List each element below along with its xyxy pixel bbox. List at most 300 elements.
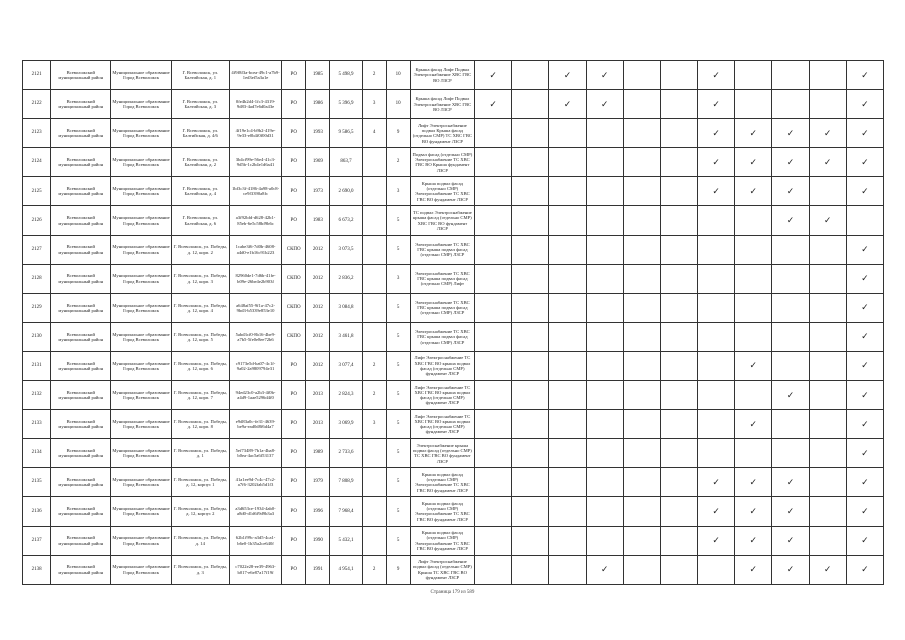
entrances-cell: 9 bbox=[386, 555, 410, 584]
entrances-cell: 5 bbox=[386, 293, 410, 322]
address-cell: Г. Всеволожск, ул. Победы, д. 12, корпус 1 bbox=[171, 468, 229, 497]
district-cell: Всеволожский муниципальный район bbox=[51, 381, 111, 410]
check-mark-icon: ✓ bbox=[846, 555, 883, 584]
empty-mark-cell bbox=[809, 322, 846, 351]
district-cell: Всеволожский муниципальный район bbox=[51, 351, 111, 380]
empty-mark-cell bbox=[735, 264, 772, 293]
area-cell: 2 836,2 bbox=[330, 264, 362, 293]
table-row bbox=[23, 351, 884, 380]
floors-cell bbox=[362, 206, 386, 235]
address-cell: Г. Всеволожск, ул. Балтийская, д. 6 bbox=[171, 206, 229, 235]
empty-mark-cell bbox=[475, 293, 512, 322]
settlement-cell: Муниципальное образование Город Всеволожск bbox=[111, 439, 171, 468]
page-footer: Страница 179 из 589 bbox=[430, 590, 475, 595]
check-mark-icon: ✓ bbox=[846, 293, 883, 322]
check-mark-icon: ✓ bbox=[846, 351, 883, 380]
floors-cell: 2 bbox=[362, 61, 386, 90]
object-code-cell: 62b1f99c-a3d5-4ca1-b6e0-1b35a2ce640f bbox=[229, 526, 281, 555]
table-row bbox=[23, 148, 884, 177]
works-cell: Электроснабжение ТС ХВС ГВС крыша подвал фасад (отдельно СМР) Лифт bbox=[410, 264, 474, 293]
check-mark-icon: ✓ bbox=[698, 497, 735, 526]
empty-mark-cell bbox=[512, 206, 549, 235]
empty-mark-cell bbox=[623, 206, 660, 235]
empty-mark-cell bbox=[586, 177, 623, 206]
empty-mark-cell bbox=[623, 322, 660, 351]
check-mark-icon: ✓ bbox=[735, 497, 772, 526]
address-cell: Г. Всеволожск, ул. Победы, д. 12, корп. 5 bbox=[171, 322, 229, 351]
empty-mark-cell bbox=[586, 351, 623, 380]
check-mark-icon: ✓ bbox=[809, 555, 846, 584]
works-cell: Крыша подвал фасад (отдельно СМР) Электроснабжение ТС ХВС ГВС ВО фундамент ЛЗСР bbox=[410, 497, 474, 526]
register-sheet bbox=[22, 60, 884, 585]
floors-cell bbox=[362, 497, 386, 526]
empty-mark-cell bbox=[660, 90, 697, 119]
empty-mark-cell bbox=[809, 410, 846, 439]
table-row bbox=[23, 497, 884, 526]
district-cell: Всеволожский муниципальный район bbox=[51, 555, 111, 584]
empty-mark-cell bbox=[586, 264, 623, 293]
table-row bbox=[23, 410, 884, 439]
empty-mark-cell bbox=[549, 177, 586, 206]
year-cell: 2012 bbox=[306, 293, 330, 322]
address-cell: Г. Всеволожск, ул. Победы, д. 12, корп. 4 bbox=[171, 293, 229, 322]
check-mark-icon: ✓ bbox=[698, 90, 735, 119]
table-row bbox=[23, 206, 884, 235]
table-row bbox=[23, 235, 884, 264]
check-mark-icon: ✓ bbox=[586, 555, 623, 584]
check-mark-icon: ✓ bbox=[549, 90, 586, 119]
table-row bbox=[23, 293, 884, 322]
settlement-cell: Муниципальное образование Город Всеволожск bbox=[111, 555, 171, 584]
entrances-cell: 2 bbox=[386, 148, 410, 177]
check-mark-icon: ✓ bbox=[846, 381, 883, 410]
empty-mark-cell bbox=[698, 439, 735, 468]
district-cell: Всеволожский муниципальный район bbox=[51, 322, 111, 351]
entrances-cell: 5 bbox=[386, 439, 410, 468]
empty-mark-cell bbox=[698, 555, 735, 584]
year-cell: 1993 bbox=[306, 119, 330, 148]
year-cell: 1990 bbox=[306, 526, 330, 555]
empty-mark-cell bbox=[512, 177, 549, 206]
year-cell: 1986 bbox=[306, 90, 330, 119]
form-cell: РО bbox=[282, 90, 306, 119]
year-cell: 2012 bbox=[306, 235, 330, 264]
area-cell: 3 461,8 bbox=[330, 322, 362, 351]
object-code-cell: 1cabe3f6-7d0b-4608-a4d0-e1b16c91b223 bbox=[229, 235, 281, 264]
floors-cell: 3 bbox=[362, 90, 386, 119]
table-row bbox=[23, 468, 884, 497]
check-mark-icon: ✓ bbox=[698, 526, 735, 555]
entrances-cell: 3 bbox=[386, 264, 410, 293]
floors-cell bbox=[362, 148, 386, 177]
settlement-cell: Муниципальное образование Город Всеволожск bbox=[111, 322, 171, 351]
entrances-cell: 5 bbox=[386, 497, 410, 526]
floors-cell: 2 bbox=[362, 351, 386, 380]
object-code-cell: 1bf3c3f-4186-4a98-a0c8-ce9f3390a8fc bbox=[229, 177, 281, 206]
empty-mark-cell bbox=[586, 439, 623, 468]
empty-mark-cell bbox=[475, 119, 512, 148]
empty-mark-cell bbox=[549, 439, 586, 468]
empty-mark-cell bbox=[549, 293, 586, 322]
address-cell: Г. Всеволожск, ул. Победы, д. 12, корп. 6 bbox=[171, 351, 229, 380]
empty-mark-cell bbox=[512, 526, 549, 555]
entrances-cell: 5 bbox=[386, 381, 410, 410]
check-mark-icon: ✓ bbox=[698, 148, 735, 177]
works-cell: Электроснабжение крыша подвал фасад (отдельно СМР) ТС ХВС ГВС ВО фундамент ЛЗСР bbox=[410, 439, 474, 468]
check-mark-icon: ✓ bbox=[846, 410, 883, 439]
check-mark-icon: ✓ bbox=[735, 555, 772, 584]
entrances-cell: 5 bbox=[386, 410, 410, 439]
empty-mark-cell bbox=[809, 468, 846, 497]
form-cell: РО bbox=[282, 526, 306, 555]
district-cell: Всеволожский муниципальный район bbox=[51, 497, 111, 526]
area-cell: 5 396,9 bbox=[330, 90, 362, 119]
check-mark-icon: ✓ bbox=[735, 119, 772, 148]
empty-mark-cell bbox=[549, 351, 586, 380]
empty-mark-cell bbox=[772, 235, 809, 264]
check-mark-icon: ✓ bbox=[698, 177, 735, 206]
empty-mark-cell bbox=[809, 264, 846, 293]
area-cell: 863,7 bbox=[330, 148, 362, 177]
year-cell: 2012 bbox=[306, 264, 330, 293]
settlement-cell: Муниципальное образование Город Всеволожск bbox=[111, 264, 171, 293]
empty-mark-cell bbox=[512, 410, 549, 439]
settlement-cell: Муниципальное образование Город Всеволожск bbox=[111, 119, 171, 148]
empty-mark-cell bbox=[660, 264, 697, 293]
empty-mark-cell bbox=[698, 410, 735, 439]
check-mark-icon: ✓ bbox=[586, 90, 623, 119]
address-cell: Г. Всеволожск, ул. Балтийская, д. 4/6 bbox=[171, 119, 229, 148]
check-mark-icon: ✓ bbox=[846, 119, 883, 148]
empty-mark-cell bbox=[512, 351, 549, 380]
address-cell: Г. Всеволожск, ул. Балтийская, д. 4 bbox=[171, 177, 229, 206]
empty-mark-cell bbox=[623, 235, 660, 264]
empty-mark-cell bbox=[698, 322, 735, 351]
empty-mark-cell bbox=[512, 148, 549, 177]
empty-mark-cell bbox=[512, 555, 549, 584]
table-row bbox=[23, 439, 884, 468]
check-mark-icon: ✓ bbox=[735, 410, 772, 439]
district-cell: Всеволожский муниципальный район bbox=[51, 177, 111, 206]
empty-mark-cell bbox=[772, 322, 809, 351]
check-mark-icon: ✓ bbox=[846, 177, 883, 206]
empty-mark-cell bbox=[623, 177, 660, 206]
form-cell: РО bbox=[282, 119, 306, 148]
form-cell: СКПО bbox=[282, 264, 306, 293]
empty-mark-cell bbox=[512, 119, 549, 148]
year-cell: 1979 bbox=[306, 468, 330, 497]
empty-mark-cell bbox=[623, 526, 660, 555]
floors-cell bbox=[362, 235, 386, 264]
address-cell: Г. Всеволожск, ул. Победы, д. 14 bbox=[171, 526, 229, 555]
year-cell: 2013 bbox=[306, 381, 330, 410]
object-code-cell: 3b4cf99e-56e4-41c3-9d5b-1c2b4e1d6a41 bbox=[229, 148, 281, 177]
empty-mark-cell bbox=[660, 468, 697, 497]
row-number: 2131 bbox=[23, 351, 51, 380]
empty-mark-cell bbox=[772, 90, 809, 119]
check-mark-icon: ✓ bbox=[735, 351, 772, 380]
area-cell: 3 073,5 bbox=[330, 235, 362, 264]
address-cell: Г. Всеволожск, ул. Балтийская, д. 1 bbox=[171, 61, 229, 90]
district-cell: Всеволожский муниципальный район bbox=[51, 148, 111, 177]
form-cell: РО bbox=[282, 497, 306, 526]
check-mark-icon: ✓ bbox=[772, 206, 809, 235]
empty-mark-cell bbox=[660, 177, 697, 206]
check-mark-icon: ✓ bbox=[846, 468, 883, 497]
empty-mark-cell bbox=[623, 119, 660, 148]
entrances-cell: 5 bbox=[386, 322, 410, 351]
form-cell: РО bbox=[282, 381, 306, 410]
empty-mark-cell bbox=[772, 264, 809, 293]
object-code-cell: 41a1ee9d-7c4c-47c2-a7f6-3202fab5d1f3 bbox=[229, 468, 281, 497]
district-cell: Всеволожский муниципальный район bbox=[51, 439, 111, 468]
works-cell: Лифт Электроснабжение подвал Крыша фасад (отдельно СМР) ТС ХВС ГВС ВО фундамент ЛЗСР bbox=[410, 119, 474, 148]
table-row bbox=[23, 526, 884, 555]
works-cell: Крыша подвал фасад (отдельно СМР) Электроснабжение ТС ХВС ГВС ВО фундамент ЛЗСР bbox=[410, 177, 474, 206]
table-body bbox=[23, 61, 884, 585]
floors-cell bbox=[362, 468, 386, 497]
settlement-cell: Муниципальное образование Город Всеволожск bbox=[111, 177, 171, 206]
area-cell: 5 432,1 bbox=[330, 526, 362, 555]
empty-mark-cell bbox=[549, 235, 586, 264]
works-cell: Электроснабжение ТС ХВС ГВС крыша подвал фасад (отдельно СМР) ЛЗСР bbox=[410, 235, 474, 264]
check-mark-icon: ✓ bbox=[772, 555, 809, 584]
empty-mark-cell bbox=[586, 119, 623, 148]
check-mark-icon: ✓ bbox=[846, 497, 883, 526]
settlement-cell: Муниципальное образование Город Всеволожск bbox=[111, 235, 171, 264]
empty-mark-cell bbox=[549, 497, 586, 526]
works-cell: Электроснабжение ТС ХВС ГВС крыша подвал фасад (отдельно СМР) ЛЗСР bbox=[410, 322, 474, 351]
settlement-cell: Муниципальное образование Город Всеволожск bbox=[111, 293, 171, 322]
empty-mark-cell bbox=[512, 468, 549, 497]
object-code-cell: c9173e5d-ba07-4c1f-9a02-2a9809794e31 bbox=[229, 351, 281, 380]
floors-cell bbox=[362, 264, 386, 293]
empty-mark-cell bbox=[475, 381, 512, 410]
district-cell: Всеволожский муниципальный район bbox=[51, 264, 111, 293]
floors-cell bbox=[362, 293, 386, 322]
row-number: 2137 bbox=[23, 526, 51, 555]
area-cell: 3 077,4 bbox=[330, 351, 362, 380]
check-mark-icon: ✓ bbox=[772, 148, 809, 177]
check-mark-icon: ✓ bbox=[846, 264, 883, 293]
form-cell: СКПО bbox=[282, 322, 306, 351]
empty-mark-cell bbox=[809, 177, 846, 206]
area-cell: 9 586,5 bbox=[330, 119, 362, 148]
district-cell: Всеволожский муниципальный район bbox=[51, 526, 111, 555]
table-row bbox=[23, 381, 884, 410]
check-mark-icon: ✓ bbox=[846, 439, 883, 468]
row-number: 2123 bbox=[23, 119, 51, 148]
check-mark-icon: ✓ bbox=[846, 61, 883, 90]
address-cell: Г. Всеволожск, ул. Победы, д. 12, корп. 2 bbox=[171, 235, 229, 264]
check-mark-icon: ✓ bbox=[698, 468, 735, 497]
empty-mark-cell bbox=[660, 206, 697, 235]
empty-mark-cell bbox=[623, 351, 660, 380]
object-code-cell: 82960de1-7d6b-41fe-b09e-26be4e2b903f bbox=[229, 264, 281, 293]
check-mark-icon: ✓ bbox=[698, 119, 735, 148]
object-code-cell: a3f92bfd-d628-42b1-85eb-6e5c58bf9b6c bbox=[229, 206, 281, 235]
entrances-cell: 5 bbox=[386, 468, 410, 497]
empty-mark-cell bbox=[512, 264, 549, 293]
row-number: 2126 bbox=[23, 206, 51, 235]
year-cell: 1989 bbox=[306, 439, 330, 468]
check-mark-icon: ✓ bbox=[586, 61, 623, 90]
table-row bbox=[23, 119, 884, 148]
object-code-cell: a648af55-9f1a-47c2-9bd3-b5339e853e10 bbox=[229, 293, 281, 322]
table-row bbox=[23, 61, 884, 90]
empty-mark-cell bbox=[660, 235, 697, 264]
works-cell: Лифт Электроснабжение подвал фасад (отдельно СМР) Крыша ТС ХВС ГВС ВО фундамент ЛЗСР bbox=[410, 555, 474, 584]
settlement-cell: Муниципальное образование Город Всеволожск bbox=[111, 90, 171, 119]
district-cell: Всеволожский муниципальный район bbox=[51, 206, 111, 235]
check-mark-icon: ✓ bbox=[475, 61, 512, 90]
entrances-cell: 3 bbox=[386, 177, 410, 206]
empty-mark-cell bbox=[475, 322, 512, 351]
area-cell: 5 498,9 bbox=[330, 61, 362, 90]
empty-mark-cell bbox=[623, 148, 660, 177]
empty-mark-cell bbox=[512, 439, 549, 468]
empty-mark-cell bbox=[809, 293, 846, 322]
row-number: 2128 bbox=[23, 264, 51, 293]
floors-cell bbox=[362, 322, 386, 351]
register-table bbox=[22, 60, 884, 585]
empty-mark-cell bbox=[512, 235, 549, 264]
empty-mark-cell bbox=[475, 235, 512, 264]
empty-mark-cell bbox=[549, 468, 586, 497]
form-cell: РО bbox=[282, 351, 306, 380]
year-cell: 2012 bbox=[306, 322, 330, 351]
empty-mark-cell bbox=[660, 322, 697, 351]
empty-mark-cell bbox=[623, 439, 660, 468]
row-number: 2138 bbox=[23, 555, 51, 584]
empty-mark-cell bbox=[698, 293, 735, 322]
empty-mark-cell bbox=[660, 381, 697, 410]
empty-mark-cell bbox=[735, 293, 772, 322]
empty-mark-cell bbox=[698, 206, 735, 235]
table-row bbox=[23, 90, 884, 119]
address-cell: Г. Всеволожск, ул. Балтийская, д. 3 bbox=[171, 90, 229, 119]
empty-mark-cell bbox=[623, 468, 660, 497]
row-number: 2135 bbox=[23, 468, 51, 497]
empty-mark-cell bbox=[623, 61, 660, 90]
entrances-cell: 5 bbox=[386, 351, 410, 380]
row-number: 2130 bbox=[23, 322, 51, 351]
empty-mark-cell bbox=[586, 381, 623, 410]
empty-mark-cell bbox=[772, 410, 809, 439]
form-cell: СКПО bbox=[282, 235, 306, 264]
object-code-cell: c7022e28-ee39-4963-b017-e6e87a17f19f bbox=[229, 555, 281, 584]
row-number: 2121 bbox=[23, 61, 51, 90]
empty-mark-cell bbox=[475, 439, 512, 468]
empty-mark-cell bbox=[660, 148, 697, 177]
row-number: 2129 bbox=[23, 293, 51, 322]
empty-mark-cell bbox=[549, 410, 586, 439]
area-cell: 3 084,8 bbox=[330, 293, 362, 322]
area-cell: 6 673,2 bbox=[330, 206, 362, 235]
floors-cell: 3 bbox=[362, 410, 386, 439]
empty-mark-cell bbox=[623, 293, 660, 322]
row-number: 2127 bbox=[23, 235, 51, 264]
empty-mark-cell bbox=[809, 351, 846, 380]
empty-mark-cell bbox=[735, 381, 772, 410]
check-mark-icon: ✓ bbox=[809, 206, 846, 235]
settlement-cell: Муниципальное образование Город Всеволожск bbox=[111, 61, 171, 90]
check-mark-icon: ✓ bbox=[735, 526, 772, 555]
entrances-cell: 9 bbox=[386, 119, 410, 148]
year-cell: 2013 bbox=[306, 410, 330, 439]
empty-mark-cell bbox=[586, 468, 623, 497]
row-number: 2122 bbox=[23, 90, 51, 119]
empty-mark-cell bbox=[623, 264, 660, 293]
empty-mark-cell bbox=[698, 235, 735, 264]
empty-mark-cell bbox=[475, 555, 512, 584]
entrances-cell: 5 bbox=[386, 206, 410, 235]
form-cell: РО bbox=[282, 468, 306, 497]
works-cell: Лифт Электроснабжение ТС ХВС ГВС ВО крыша подвал фасад (отдельно СМР) фундамент ЛЗСР bbox=[410, 410, 474, 439]
area-cell: 2 824,3 bbox=[330, 381, 362, 410]
works-cell: Крыша подвал фасад (отдельно СМР) Электроснабжение ТС ХВС ГВС ВО фундамент ЛЗСР bbox=[410, 526, 474, 555]
empty-mark-cell bbox=[772, 293, 809, 322]
empty-mark-cell bbox=[772, 61, 809, 90]
check-mark-icon: ✓ bbox=[846, 235, 883, 264]
entrances-cell: 10 bbox=[386, 61, 410, 90]
empty-mark-cell bbox=[735, 61, 772, 90]
empty-mark-cell bbox=[809, 497, 846, 526]
form-cell: РО bbox=[282, 177, 306, 206]
table-row bbox=[23, 177, 884, 206]
empty-mark-cell bbox=[660, 119, 697, 148]
address-cell: Г. Всеволожск, ул. Балтийская, д. 2 bbox=[171, 148, 229, 177]
empty-mark-cell bbox=[586, 235, 623, 264]
empty-mark-cell bbox=[549, 555, 586, 584]
area-cell: 3 069,9 bbox=[330, 410, 362, 439]
address-cell: Г. Всеволожск, ул. Победы, д. 12, корп. 8 bbox=[171, 410, 229, 439]
settlement-cell: Муниципальное образование Город Всеволожск bbox=[111, 206, 171, 235]
empty-mark-cell bbox=[586, 322, 623, 351]
empty-mark-cell bbox=[475, 468, 512, 497]
empty-mark-cell bbox=[512, 90, 549, 119]
settlement-cell: Муниципальное образование Город Всеволожск bbox=[111, 351, 171, 380]
check-mark-icon: ✓ bbox=[772, 381, 809, 410]
object-code-cell: 5ef73489-7b1a-4ba8-b0ea-4ac5a6f53137 bbox=[229, 439, 281, 468]
year-cell: 1991 bbox=[306, 555, 330, 584]
empty-mark-cell bbox=[846, 206, 883, 235]
check-mark-icon: ✓ bbox=[735, 468, 772, 497]
empty-mark-cell bbox=[660, 439, 697, 468]
empty-mark-cell bbox=[772, 439, 809, 468]
object-code-cell: e9d83a0c-fe31-4639-be9a-ead0d8f6d4a7 bbox=[229, 410, 281, 439]
empty-mark-cell bbox=[623, 90, 660, 119]
works-cell: Лифт Электроснабжение ТС ХВС ГВС ВО крыша подвал фасад (отдельно СМР) фундамент ЛЗСР bbox=[410, 381, 474, 410]
empty-mark-cell bbox=[660, 293, 697, 322]
empty-mark-cell bbox=[549, 148, 586, 177]
empty-mark-cell bbox=[586, 410, 623, 439]
check-mark-icon: ✓ bbox=[846, 90, 883, 119]
empty-mark-cell bbox=[809, 381, 846, 410]
empty-mark-cell bbox=[475, 497, 512, 526]
empty-mark-cell bbox=[735, 439, 772, 468]
empty-mark-cell bbox=[512, 61, 549, 90]
floors-cell: 4 bbox=[362, 119, 386, 148]
empty-mark-cell bbox=[772, 351, 809, 380]
check-mark-icon: ✓ bbox=[549, 61, 586, 90]
form-cell: СКПО bbox=[282, 293, 306, 322]
empty-mark-cell bbox=[475, 206, 512, 235]
empty-mark-cell bbox=[586, 293, 623, 322]
empty-mark-cell bbox=[512, 497, 549, 526]
district-cell: Всеволожский муниципальный район bbox=[51, 235, 111, 264]
empty-mark-cell bbox=[698, 264, 735, 293]
